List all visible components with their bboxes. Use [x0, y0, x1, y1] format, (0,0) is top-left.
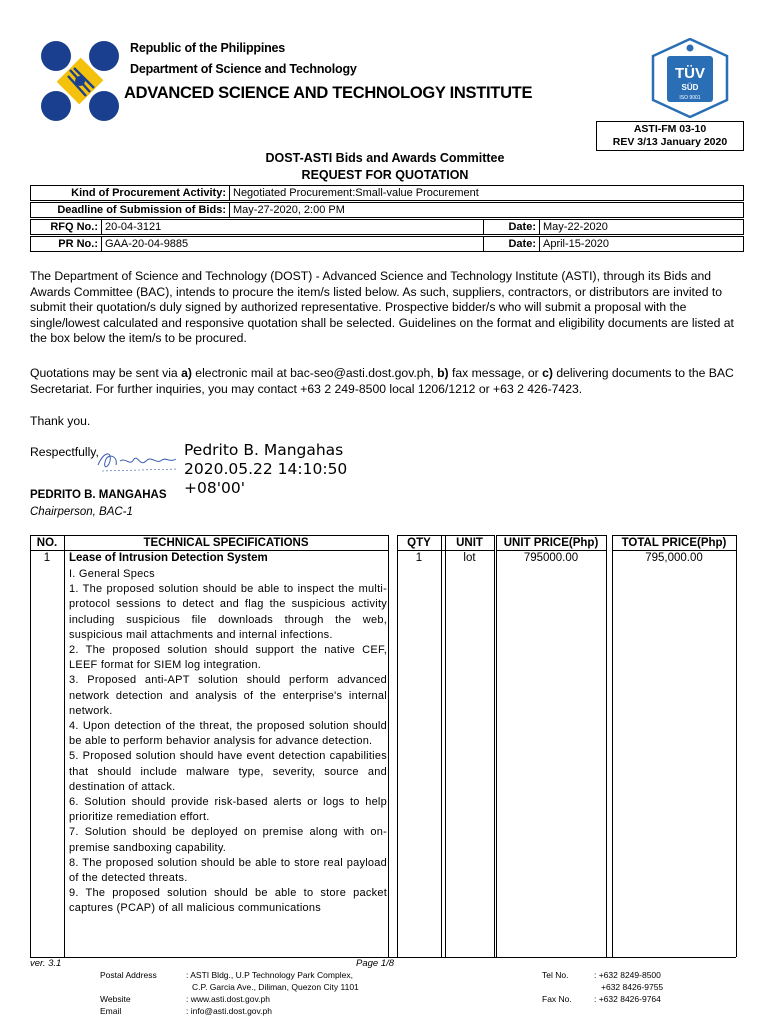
spec-item: 6. Solution should provide risk-based alerts or logs to help prioritize remediation effort. — [69, 796, 387, 824]
spec-item: 9. The proposed solution should be able to store packet captures (PCAP) of all malicious communications — [69, 887, 387, 915]
form-revision: REV 3/13 January 2020 — [612, 136, 728, 148]
tuv-text: TÜV — [675, 65, 705, 82]
row-no: 1 — [43, 552, 51, 564]
respectfully: Respectfully, — [30, 445, 99, 459]
row-qty: 1 — [415, 552, 423, 564]
website-link[interactable]: : www.asti.dost.gov.ph — [186, 994, 270, 1004]
submission-text-d: delivering documents to the BAC Secretariat. For further inquiries, you may contact +63 2 249-8500 local 1206/1212 or +63 2 426-7423. — [30, 366, 734, 396]
intro-paragraph: The Department of Science and Technology (DOST) - Advanced Science and Technology Institute (ASTI), through its Bids and Awards Committee (BAC), intends to procure the item/s listed below. As such, suppliers, contractors, or distributors are invited to submit their quotation/s duly signed by authorized representative. Prospective bidder/s who will submit a proposal with the single/lowest calculated and responsive quotation shall be selected. Guidelines on the format and eligibility documents are listed at the box below the item/s to be procured. — [30, 269, 734, 345]
submission-text-a: Quotations may be sent via — [30, 366, 182, 380]
committee-heading: DOST-ASTI Bids and Awards Committee — [265, 151, 505, 165]
digital-signature-name: Pedrito B. Mangahas — [184, 441, 344, 459]
spec-item: 5. Proposed solution should have event detection capabilities that should include malware type, severity, source and destination of attack. — [69, 750, 387, 793]
pr-value: GAA-20-04-9885 — [101, 236, 484, 252]
handwritten-signature — [92, 447, 182, 477]
col-header-qty: QTY — [407, 537, 431, 549]
header-republic: Republic of the Philippines — [130, 41, 286, 55]
postal-address-2: C.P. Garcia Ave., Diliman, Quezon City 1101 — [192, 982, 359, 992]
submission-text-b: electronic mail at bac-seo@asti.dost.gov.ph, — [191, 366, 438, 380]
postal-address-1: : ASTI Bldg., U.P Technology Park Complex, — [186, 970, 353, 980]
col-header-unit-price: UNIT PRICE(Php) — [503, 537, 599, 549]
page-number: Page 1/8 — [356, 958, 395, 969]
pr-label: PR No.: — [30, 236, 102, 252]
tuv-certification-seal — [647, 38, 733, 118]
date-value: May-22-2020 — [539, 219, 744, 235]
signatory-name: PEDRITO B. MANGAHAS — [30, 489, 167, 501]
rfq-value: 20-04-3121 — [101, 219, 484, 235]
header-institute: ADVANCED SCIENCE AND TECHNOLOGY INSTITUTE — [124, 84, 533, 102]
col-header-spec: TECHNICAL SPECIFICATIONS — [143, 537, 309, 549]
spec-list — [69, 567, 387, 955]
spec-item: 4. Upon detection of the threat, the proposed solution should be able to perform behavior analysis for advance detection. — [69, 720, 387, 748]
tel-number-1: : +632 8249-8500 — [594, 970, 661, 980]
email-label: Email — [100, 1006, 122, 1016]
procurement-value: Negotiated Procurement:Small-value Procurement — [229, 185, 744, 201]
thank-you: Thank you. — [30, 414, 91, 428]
option-b: b) — [437, 366, 449, 380]
spec-item: 1. The proposed solution should be able to inspect the multi-protocol sessions to detect and flag the suspicious activity including suspicious file downloads through the web, suspicious mail attachments and internal infections. — [69, 583, 387, 641]
postal-label: Postal Address — [100, 970, 157, 980]
digital-signature — [184, 441, 347, 498]
header-department: Department of Science and Technology — [130, 62, 357, 76]
option-a: a) — [181, 366, 192, 380]
fax-number: : +632 8426-9764 — [594, 994, 661, 1004]
pr-date-label: Date: — [483, 236, 540, 252]
rfq-label: RFQ No.: — [30, 219, 102, 235]
tel-number-2: +632 8426-9755 — [601, 982, 664, 992]
document-title: REQUEST FOR QUOTATION — [301, 168, 469, 182]
fax-label: Fax No. — [542, 994, 572, 1004]
spec-item: 8. The proposed solution should be able to store real payload of the detected threats. — [69, 856, 387, 885]
digital-signature-tz: +08'00' — [184, 479, 245, 497]
tuv-iso: ISO 9001 — [679, 95, 701, 101]
form-code: ASTI-FM 03-10 — [633, 123, 707, 135]
email-link[interactable]: : info@asti.dost.gov.ph — [186, 1006, 272, 1016]
spec-item: 2. The proposed solution should support the native CEF, LEEF format for SIEM log integration. — [69, 644, 387, 672]
deadline-value: May-27-2020, 2:00 PM — [229, 202, 744, 218]
row-unit-price: 795000.00 — [523, 552, 579, 564]
item-title: Lease of Intrusion Detection System — [69, 552, 268, 564]
website-label: Website — [100, 994, 131, 1004]
date-label: Date: — [483, 219, 540, 235]
procurement-label: Kind of Procurement Activity: — [30, 185, 230, 201]
col-header-unit: UNIT — [456, 537, 483, 549]
signatory-position: Chairperson, BAC-1 — [30, 506, 133, 518]
spec-item: 7. Solution should be deployed on premise along with on-premise sandboxing capability. — [69, 826, 387, 854]
option-c: c) — [542, 366, 553, 380]
dost-logo — [38, 38, 122, 124]
spec-item: I. General Specs — [69, 568, 155, 580]
form-code-box — [596, 121, 744, 151]
row-unit: lot — [463, 552, 476, 564]
pr-date-value: April-15-2020 — [539, 236, 744, 252]
digital-signature-date: 2020.05.22 14:10:50 — [184, 460, 348, 478]
deadline-label: Deadline of Submission of Bids: — [30, 202, 230, 218]
tuv-sub: SÜD — [681, 83, 699, 92]
row-total-price: 795,000.00 — [645, 552, 703, 564]
spec-item: 3. Proposed anti-APT solution should perform advanced network detection and analysis of the enterprise's internal network. — [69, 674, 387, 717]
tel-label: Tel No. — [542, 970, 569, 980]
submission-paragraph — [30, 366, 744, 397]
col-header-no: NO. — [36, 537, 58, 549]
version-label: ver. 3.1 — [30, 958, 62, 969]
col-header-total-price: TOTAL PRICE(Php) — [621, 537, 727, 549]
submission-text-c: fax message, or — [448, 366, 543, 380]
